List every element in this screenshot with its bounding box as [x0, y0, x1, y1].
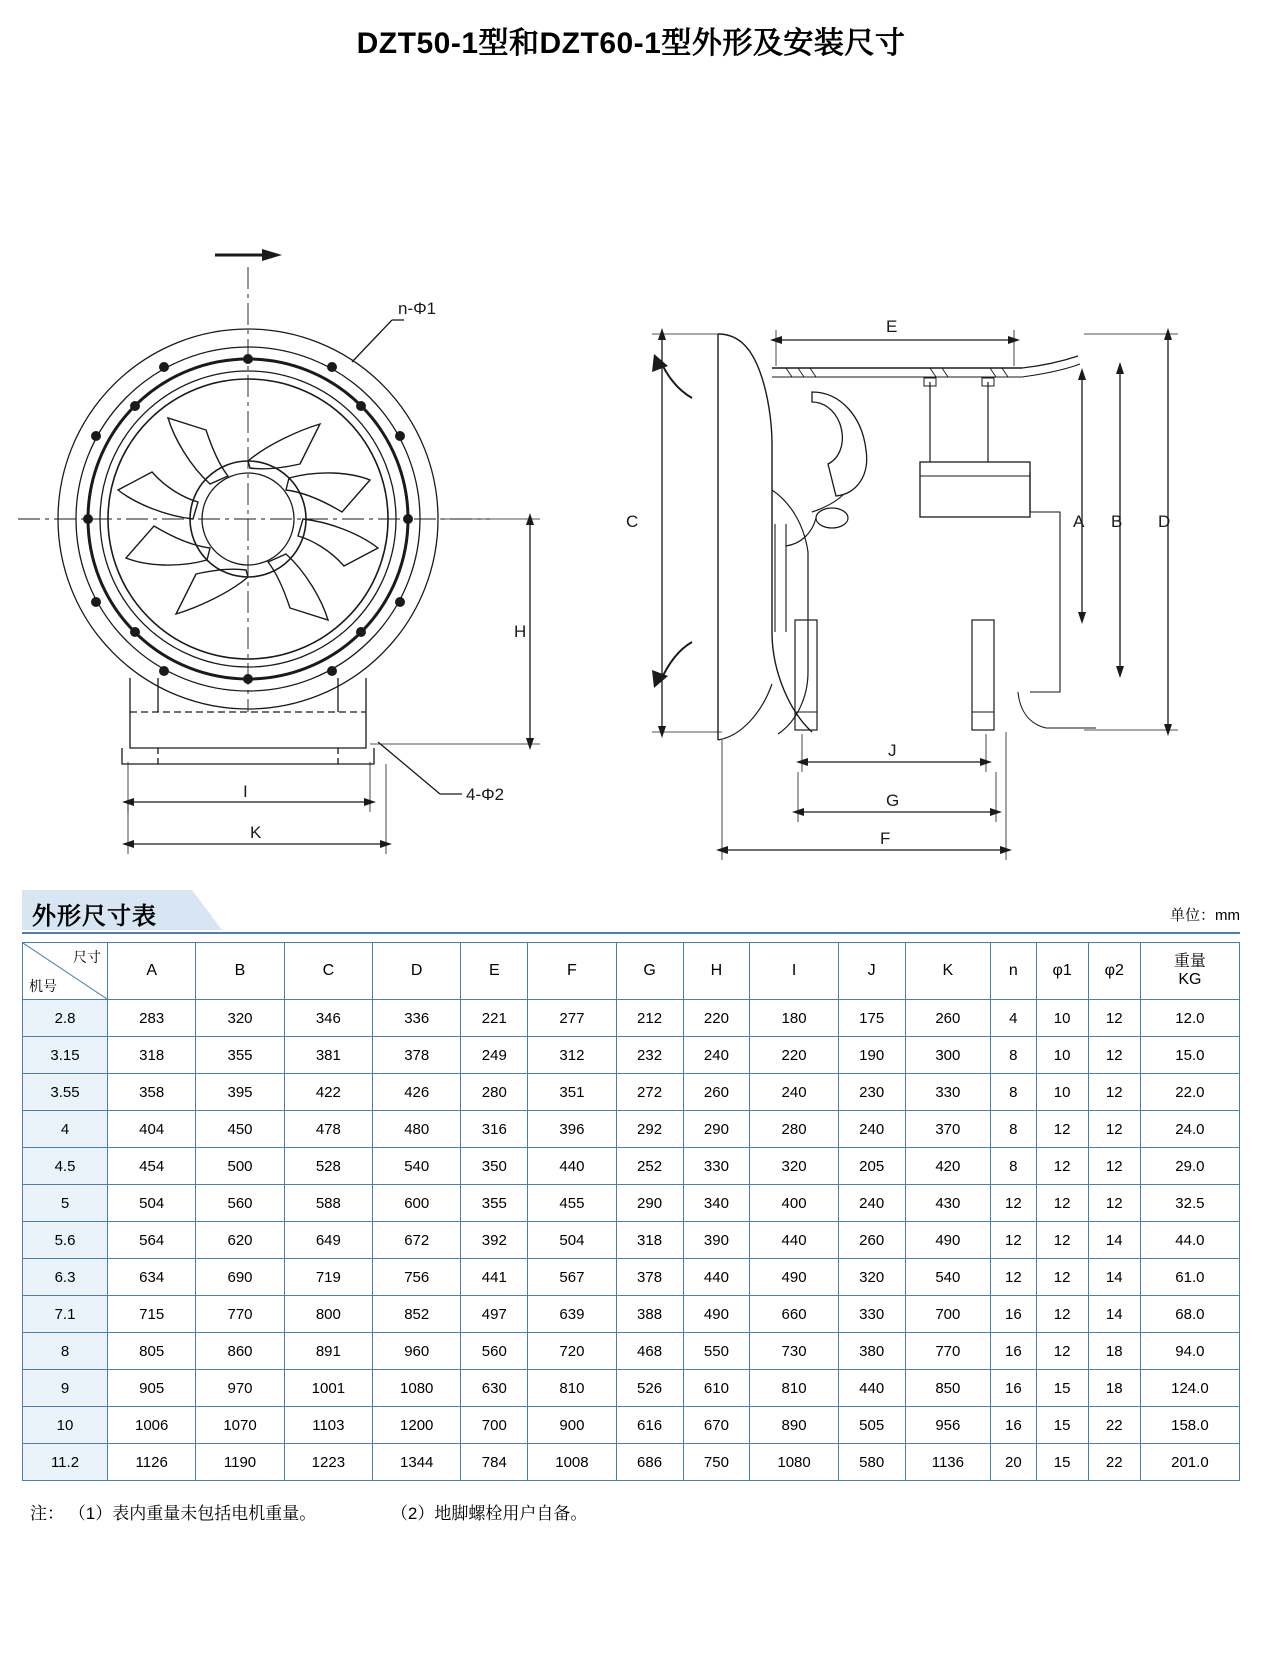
cell-φ2: 12: [1088, 1037, 1140, 1074]
cell-J: 205: [838, 1148, 905, 1185]
table-row: [23, 1222, 1240, 1259]
technical-drawing: [0, 72, 1262, 912]
cell-n: 8: [991, 1074, 1036, 1111]
col-header-phi1: φ1: [1036, 943, 1088, 1000]
cell-φ2: 12: [1088, 1111, 1140, 1148]
cell-weight: 29.0: [1140, 1148, 1239, 1185]
cell-weight: 201.0: [1140, 1444, 1239, 1481]
col-header-weight: [1140, 943, 1239, 1000]
row-header-model: 6.3: [23, 1259, 108, 1296]
dim-C: [652, 328, 722, 738]
cell-φ2: 14: [1088, 1296, 1140, 1333]
cell-I: 180: [750, 1000, 838, 1037]
col-header-H: H: [683, 943, 750, 1000]
page-title: DZT50-1型和DZT60-1型外形及安装尺寸: [356, 27, 906, 60]
cell-F: 440: [528, 1148, 616, 1185]
row-header-model: 9: [23, 1370, 108, 1407]
cell-G: 232: [616, 1037, 683, 1074]
label-n-phi1: n-Φ1: [398, 299, 437, 318]
cell-D: 852: [373, 1296, 461, 1333]
cell-φ1: 12: [1036, 1333, 1088, 1370]
col-header-C: C: [284, 943, 372, 1000]
cell-J: 240: [838, 1111, 905, 1148]
cell-H: 220: [683, 1000, 750, 1037]
cell-D: 480: [373, 1111, 461, 1148]
cell-φ2: 14: [1088, 1259, 1140, 1296]
cell-C: 381: [284, 1037, 372, 1074]
col-header-G: G: [616, 943, 683, 1000]
table-row: [23, 1333, 1240, 1370]
row-header-model: 4: [23, 1111, 108, 1148]
cell-A: 1126: [108, 1444, 196, 1481]
dim-F: [716, 732, 1012, 860]
col-header-J: J: [838, 943, 905, 1000]
col-header-B: B: [196, 943, 284, 1000]
cell-H: 260: [683, 1074, 750, 1111]
cell-φ1: 10: [1036, 1074, 1088, 1111]
row-header-model: 3.15: [23, 1037, 108, 1074]
cell-F: 277: [528, 1000, 616, 1037]
cell-φ1: 10: [1036, 1000, 1088, 1037]
label-G: G: [886, 791, 900, 810]
cell-D: 600: [373, 1185, 461, 1222]
cell-C: 891: [284, 1333, 372, 1370]
cell-J: 175: [838, 1000, 905, 1037]
cell-H: 670: [683, 1407, 750, 1444]
cell-C: 1223: [284, 1444, 372, 1481]
table-header-row: [23, 943, 1240, 1000]
cell-C: 422: [284, 1074, 372, 1111]
cell-G: 290: [616, 1185, 683, 1222]
cell-J: 580: [838, 1444, 905, 1481]
cell-I: 1080: [750, 1444, 838, 1481]
cell-K: 770: [905, 1333, 990, 1370]
cell-D: 1080: [373, 1370, 461, 1407]
cell-n: 12: [991, 1185, 1036, 1222]
cell-φ2: 12: [1088, 1074, 1140, 1111]
cell-B: 320: [196, 1000, 284, 1037]
cell-G: 272: [616, 1074, 683, 1111]
cell-φ2: 18: [1088, 1370, 1140, 1407]
row-header-model: 2.8: [23, 1000, 108, 1037]
cell-A: 454: [108, 1148, 196, 1185]
col-header-A: A: [108, 943, 196, 1000]
cell-I: 730: [750, 1333, 838, 1370]
cell-weight: 22.0: [1140, 1074, 1239, 1111]
corner-label-model: 机号: [29, 978, 57, 994]
row-header-model: 10: [23, 1407, 108, 1444]
cell-E: 700: [461, 1407, 528, 1444]
row-header-model: 5: [23, 1185, 108, 1222]
cell-K: 850: [905, 1370, 990, 1407]
cell-D: 336: [373, 1000, 461, 1037]
label-E: E: [886, 317, 898, 336]
cell-D: 540: [373, 1148, 461, 1185]
cell-I: 810: [750, 1370, 838, 1407]
dim-D: [1084, 328, 1178, 736]
flow-arrow: [215, 249, 282, 261]
notes: [30, 1499, 1240, 1524]
cell-H: 550: [683, 1333, 750, 1370]
label-4-phi2: 4-Φ2: [466, 785, 505, 804]
cell-B: 1070: [196, 1407, 284, 1444]
cell-H: 610: [683, 1370, 750, 1407]
cell-I: 440: [750, 1222, 838, 1259]
cell-φ1: 12: [1036, 1148, 1088, 1185]
label-A: A: [1073, 512, 1085, 531]
cell-B: 1190: [196, 1444, 284, 1481]
drawing-svg: [0, 72, 1262, 892]
cell-J: 320: [838, 1259, 905, 1296]
section-header: [22, 890, 1240, 934]
cell-φ1: 12: [1036, 1296, 1088, 1333]
table-row: [23, 1111, 1240, 1148]
cell-K: 700: [905, 1296, 990, 1333]
cell-K: 260: [905, 1000, 990, 1037]
cell-J: 380: [838, 1333, 905, 1370]
cell-φ1: 15: [1036, 1407, 1088, 1444]
cell-K: 420: [905, 1148, 990, 1185]
cell-C: 800: [284, 1296, 372, 1333]
cell-A: 715: [108, 1296, 196, 1333]
cell-B: 560: [196, 1185, 284, 1222]
cell-A: 805: [108, 1333, 196, 1370]
cell-H: 750: [683, 1444, 750, 1481]
cell-D: 756: [373, 1259, 461, 1296]
cell-I: 320: [750, 1148, 838, 1185]
cell-φ1: 12: [1036, 1185, 1088, 1222]
cell-F: 567: [528, 1259, 616, 1296]
cell-J: 240: [838, 1185, 905, 1222]
cell-C: 649: [284, 1222, 372, 1259]
row-header-model: 4.5: [23, 1148, 108, 1185]
cell-D: 960: [373, 1333, 461, 1370]
label-K: K: [250, 823, 262, 842]
cell-weight: 15.0: [1140, 1037, 1239, 1074]
cell-F: 639: [528, 1296, 616, 1333]
cell-G: 318: [616, 1222, 683, 1259]
cell-A: 905: [108, 1370, 196, 1407]
cell-E: 249: [461, 1037, 528, 1074]
cell-A: 634: [108, 1259, 196, 1296]
cell-A: 358: [108, 1074, 196, 1111]
table-row: [23, 1185, 1240, 1222]
cell-B: 500: [196, 1148, 284, 1185]
dim-A: [1078, 368, 1086, 624]
cell-G: 212: [616, 1000, 683, 1037]
col-header-D: D: [373, 943, 461, 1000]
label-I: I: [243, 782, 248, 801]
cell-φ2: 14: [1088, 1222, 1140, 1259]
cell-weight: 24.0: [1140, 1111, 1239, 1148]
cell-F: 1008: [528, 1444, 616, 1481]
cell-φ1: 12: [1036, 1259, 1088, 1296]
cell-A: 504: [108, 1185, 196, 1222]
cell-G: 292: [616, 1111, 683, 1148]
cell-C: 478: [284, 1111, 372, 1148]
cell-n: 20: [991, 1444, 1036, 1481]
unit-label: 单位：mm: [1170, 907, 1240, 924]
cell-φ2: 12: [1088, 1000, 1140, 1037]
col-header-K: K: [905, 943, 990, 1000]
label-B: B: [1111, 512, 1123, 531]
cell-C: 1103: [284, 1407, 372, 1444]
cell-E: 441: [461, 1259, 528, 1296]
notes-prefix: 注：: [30, 1504, 64, 1523]
cell-weight: 12.0: [1140, 1000, 1239, 1037]
cell-B: 690: [196, 1259, 284, 1296]
cell-C: 1001: [284, 1370, 372, 1407]
cell-J: 230: [838, 1074, 905, 1111]
cell-G: 686: [616, 1444, 683, 1481]
col-header-I: I: [750, 943, 838, 1000]
cell-A: 1006: [108, 1407, 196, 1444]
label-J: J: [888, 741, 897, 760]
cell-E: 392: [461, 1222, 528, 1259]
cell-G: 388: [616, 1296, 683, 1333]
cell-E: 630: [461, 1370, 528, 1407]
cell-weight: 94.0: [1140, 1333, 1239, 1370]
weight-header-line2: KG: [1178, 971, 1202, 988]
cell-K: 430: [905, 1185, 990, 1222]
cell-J: 330: [838, 1296, 905, 1333]
cell-K: 1136: [905, 1444, 990, 1481]
dimension-table-section: [0, 890, 1262, 1524]
label-H: H: [514, 622, 527, 641]
cell-B: 970: [196, 1370, 284, 1407]
cell-F: 504: [528, 1222, 616, 1259]
cell-D: 378: [373, 1037, 461, 1074]
cell-weight: 124.0: [1140, 1370, 1239, 1407]
col-header-n: n: [991, 943, 1036, 1000]
cell-D: 426: [373, 1074, 461, 1111]
cell-φ2: 12: [1088, 1185, 1140, 1222]
leader-n-phi1: [352, 320, 404, 362]
cell-J: 440: [838, 1370, 905, 1407]
col-header-F: F: [528, 943, 616, 1000]
col-header-E: E: [461, 943, 528, 1000]
table-body: [23, 1000, 1240, 1481]
cell-H: 490: [683, 1296, 750, 1333]
cell-H: 330: [683, 1148, 750, 1185]
table-head: [23, 943, 1240, 1000]
cell-F: 720: [528, 1333, 616, 1370]
cell-D: 1200: [373, 1407, 461, 1444]
cell-E: 221: [461, 1000, 528, 1037]
dimension-table: [22, 942, 1240, 1481]
cell-C: 346: [284, 1000, 372, 1037]
cell-E: 316: [461, 1111, 528, 1148]
corner-label-dimension: 尺寸: [73, 949, 101, 965]
cell-E: 280: [461, 1074, 528, 1111]
cell-φ2: 22: [1088, 1444, 1140, 1481]
cell-weight: 68.0: [1140, 1296, 1239, 1333]
table-row: [23, 1296, 1240, 1333]
cell-E: 350: [461, 1148, 528, 1185]
cell-E: 784: [461, 1444, 528, 1481]
row-header-model: 11.2: [23, 1444, 108, 1481]
table-row: [23, 1037, 1240, 1074]
cell-φ2: 12: [1088, 1148, 1140, 1185]
cell-n: 16: [991, 1296, 1036, 1333]
cell-B: 450: [196, 1111, 284, 1148]
cell-H: 290: [683, 1111, 750, 1148]
row-header-model: 5.6: [23, 1222, 108, 1259]
table-row: [23, 1074, 1240, 1111]
cell-n: 8: [991, 1111, 1036, 1148]
cell-φ1: 15: [1036, 1444, 1088, 1481]
table-row: [23, 1444, 1240, 1481]
cell-D: 1344: [373, 1444, 461, 1481]
cell-H: 390: [683, 1222, 750, 1259]
leader-4-phi2: [378, 742, 462, 794]
cell-G: 378: [616, 1259, 683, 1296]
cell-φ2: 18: [1088, 1333, 1140, 1370]
cell-B: 770: [196, 1296, 284, 1333]
table-row: [23, 1407, 1240, 1444]
cell-φ1: 12: [1036, 1222, 1088, 1259]
row-header-model: 8: [23, 1333, 108, 1370]
cell-φ2: 22: [1088, 1407, 1140, 1444]
cell-I: 280: [750, 1111, 838, 1148]
cell-φ1: 12: [1036, 1111, 1088, 1148]
label-D: D: [1158, 512, 1171, 531]
section-divider: [22, 932, 1240, 934]
table-row: [23, 1148, 1240, 1185]
cell-E: 355: [461, 1185, 528, 1222]
cell-A: 404: [108, 1111, 196, 1148]
cell-B: 395: [196, 1074, 284, 1111]
cell-K: 330: [905, 1074, 990, 1111]
cell-B: 860: [196, 1333, 284, 1370]
cell-G: 252: [616, 1148, 683, 1185]
cell-B: 620: [196, 1222, 284, 1259]
cell-C: 719: [284, 1259, 372, 1296]
cell-B: 355: [196, 1037, 284, 1074]
label-F: F: [880, 829, 891, 848]
cell-G: 468: [616, 1333, 683, 1370]
cell-I: 240: [750, 1074, 838, 1111]
cell-H: 440: [683, 1259, 750, 1296]
cell-K: 540: [905, 1259, 990, 1296]
row-header-model: 3.55: [23, 1074, 108, 1111]
cell-A: 318: [108, 1037, 196, 1074]
cell-weight: 61.0: [1140, 1259, 1239, 1296]
cell-F: 396: [528, 1111, 616, 1148]
cell-weight: 158.0: [1140, 1407, 1239, 1444]
cell-I: 660: [750, 1296, 838, 1333]
label-C: C: [626, 512, 639, 531]
cell-K: 490: [905, 1222, 990, 1259]
cell-I: 890: [750, 1407, 838, 1444]
note-1: （1）表内重量未包括电机重量。: [68, 1504, 317, 1523]
cell-C: 528: [284, 1148, 372, 1185]
cell-H: 240: [683, 1037, 750, 1074]
cell-F: 810: [528, 1370, 616, 1407]
col-header-phi2: φ2: [1088, 943, 1140, 1000]
cell-n: 8: [991, 1037, 1036, 1074]
cell-D: 672: [373, 1222, 461, 1259]
table-row: [23, 1000, 1240, 1037]
cell-G: 526: [616, 1370, 683, 1407]
cell-F: 900: [528, 1407, 616, 1444]
cell-n: 8: [991, 1148, 1036, 1185]
cell-J: 260: [838, 1222, 905, 1259]
table-row: [23, 1370, 1240, 1407]
cell-J: 190: [838, 1037, 905, 1074]
cell-n: 12: [991, 1222, 1036, 1259]
cell-H: 340: [683, 1185, 750, 1222]
cell-G: 616: [616, 1407, 683, 1444]
corner-header: [23, 943, 108, 1000]
cell-E: 497: [461, 1296, 528, 1333]
cell-C: 588: [284, 1185, 372, 1222]
table-row: [23, 1259, 1240, 1296]
cell-n: 16: [991, 1333, 1036, 1370]
cell-weight: 32.5: [1140, 1185, 1239, 1222]
dim-I: [122, 762, 376, 812]
cell-K: 956: [905, 1407, 990, 1444]
cell-φ1: 15: [1036, 1370, 1088, 1407]
cell-K: 300: [905, 1037, 990, 1074]
cell-J: 505: [838, 1407, 905, 1444]
cell-I: 220: [750, 1037, 838, 1074]
cell-F: 455: [528, 1185, 616, 1222]
cell-n: 12: [991, 1259, 1036, 1296]
weight-header-line1: 重量: [1173, 952, 1206, 970]
cell-n: 4: [991, 1000, 1036, 1037]
section-title: 外形尺寸表: [32, 903, 157, 930]
cell-φ1: 10: [1036, 1037, 1088, 1074]
cell-A: 283: [108, 1000, 196, 1037]
cell-I: 400: [750, 1185, 838, 1222]
cell-n: 16: [991, 1370, 1036, 1407]
cell-F: 312: [528, 1037, 616, 1074]
cell-I: 490: [750, 1259, 838, 1296]
cell-F: 351: [528, 1074, 616, 1111]
note-2: （2）地脚螺栓用户自备。: [390, 1504, 588, 1523]
cell-A: 564: [108, 1222, 196, 1259]
cell-E: 560: [461, 1333, 528, 1370]
cell-n: 16: [991, 1407, 1036, 1444]
cell-K: 370: [905, 1111, 990, 1148]
cell-weight: 44.0: [1140, 1222, 1239, 1259]
row-header-model: 7.1: [23, 1296, 108, 1333]
